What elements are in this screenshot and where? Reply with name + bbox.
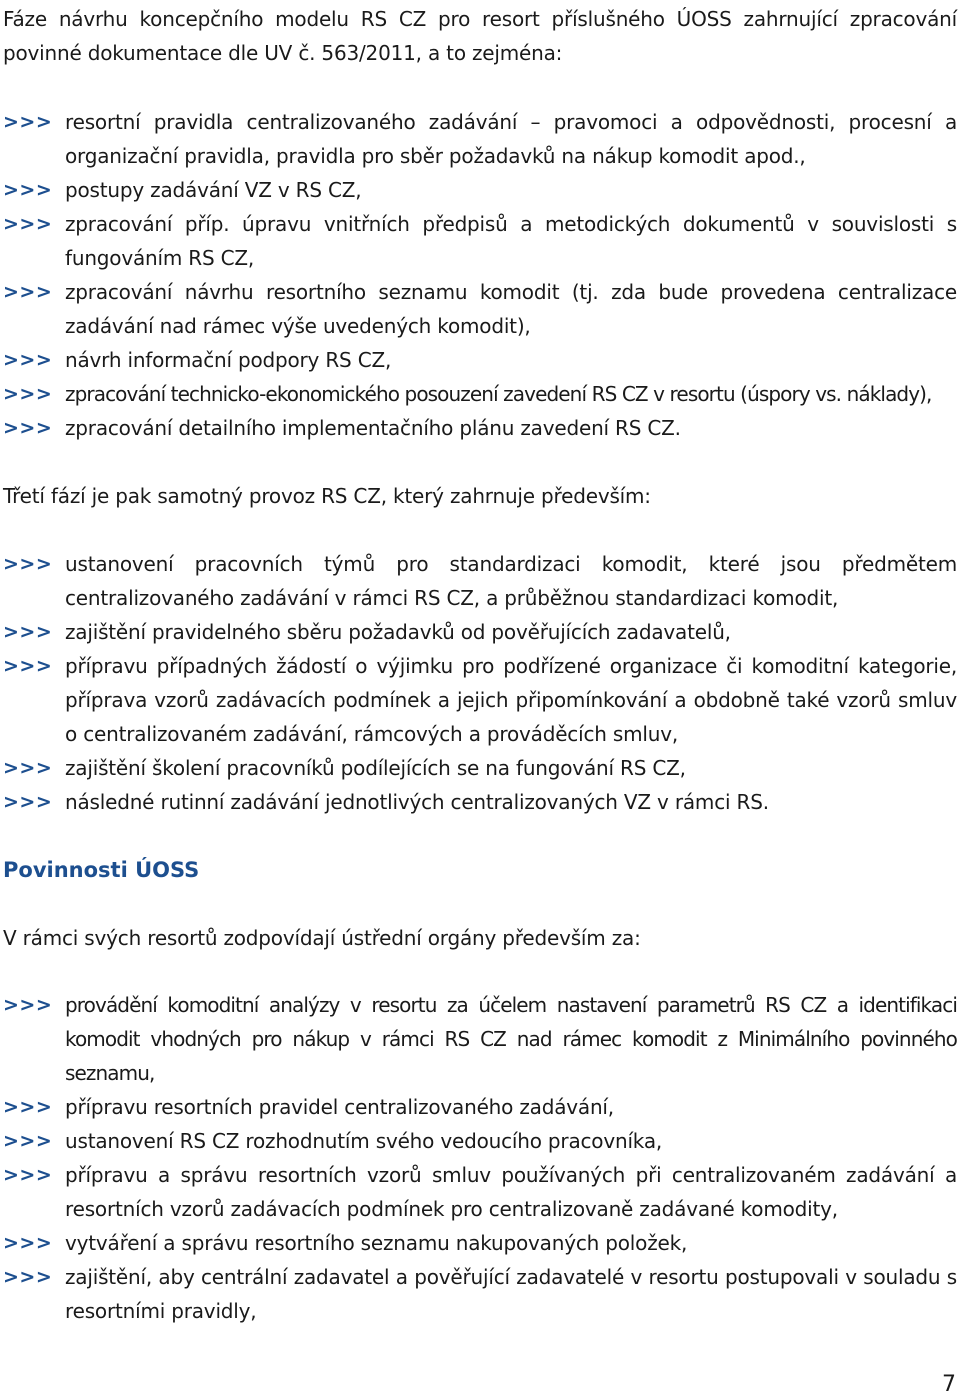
bullet-arrows: >>> — [3, 383, 53, 405]
bullet-arrows: >>> — [3, 417, 53, 439]
list-item-text: následné rutinní zadávání jednotlivých centralizovaných VZ v rámci RS. — [65, 790, 769, 814]
duties-intro-paragraph: V rámci svých resortů zodpovídají ústřední orgány především za: — [3, 926, 641, 950]
bullet-arrows: >>> — [3, 281, 53, 303]
section-heading: Povinnosti ÚOSS — [3, 858, 200, 882]
list-item-text: zpracování příp. úpravu vnitřních předpisů a metodických dokumentů v souvislosti s fungováním RS CZ, — [65, 212, 957, 270]
bullet-arrows: >>> — [3, 179, 53, 201]
list-item — [3, 1260, 957, 1328]
bullet-arrows: >>> — [3, 1232, 53, 1254]
list-item — [3, 547, 957, 615]
bullet-arrows: >>> — [3, 349, 53, 371]
list-item-text: postupy zadávání VZ v RS CZ, — [65, 178, 362, 202]
third-phase-paragraph: Třetí fází je pak samotný provoz RS CZ, který zahrnuje především: — [3, 484, 651, 508]
bullet-arrows: >>> — [3, 1096, 53, 1118]
list-item-text: zpracování technicko-ekonomického posouzení zavedení RS CZ v resortu (úspory vs. náklady), — [65, 382, 932, 406]
bullet-arrows: >>> — [3, 655, 53, 677]
document-page — [3, 0, 957, 1328]
intro-paragraph: Fáze návrhu koncepčního modelu RS CZ pro resort příslušného ÚOSS zahrnující zpracování povinné dokumentace dle UV č. 563/2011, a to zejména: — [3, 7, 957, 65]
list-item-text: zajištění, aby centrální zadavatel a pověřující zadavatelé v resortu postupovali v souladu s resortními pravidly, — [65, 1265, 957, 1323]
phase-two-list — [3, 105, 957, 445]
bullet-arrows: >>> — [3, 553, 53, 575]
list-item — [3, 649, 957, 751]
bullet-arrows: >>> — [3, 621, 53, 643]
list-item-text: zajištění pravidelného sběru požadavků od pověřujících zadavatelů, — [65, 620, 731, 644]
list-item-text: zajištění školení pracovníků podílejících se na fungování RS CZ, — [65, 756, 686, 780]
list-item-text: resortní pravidla centralizovaného zadávání – pravomoci a odpovědnosti, procesní a organizační pravidla, pravidla pro sběr požadavků na nákup komodit apod., — [65, 110, 957, 168]
list-item — [3, 751, 957, 785]
bullet-arrows: >>> — [3, 994, 53, 1016]
bullet-arrows: >>> — [3, 757, 53, 779]
list-item — [3, 377, 957, 411]
list-item-text: zpracování návrhu resortního seznamu komodit (tj. zda bude provedena centralizace zadávání nad rámec výše uvedených komodit), — [65, 280, 957, 338]
list-item-text: provádění komoditní analýzy v resortu za účelem nastavení parametrů RS CZ a identifikaci komodit vhodných pro nákup v rámci RS CZ nad rámec komodit z Minimálního povinného seznamu, — [65, 993, 957, 1085]
list-item — [3, 411, 957, 445]
bullet-arrows: >>> — [3, 213, 53, 235]
list-item — [3, 785, 957, 819]
list-item-text: přípravu resortních pravidel centralizovaného zadávání, — [65, 1095, 614, 1119]
list-item — [3, 1158, 957, 1226]
bullet-arrows: >>> — [3, 791, 53, 813]
list-item-text: ustanovení pracovních týmů pro standardizaci komodit, které jsou předmětem centralizovaného zadávání v rámci RS CZ, a průběžnou standardizaci komodit, — [65, 552, 957, 610]
list-item — [3, 1124, 957, 1158]
bullet-arrows: >>> — [3, 1266, 53, 1288]
list-item — [3, 105, 957, 173]
list-item-text: návrh informační podpory RS CZ, — [65, 348, 392, 372]
list-item-text: vytváření a správu resortního seznamu nakupovaných položek, — [65, 1231, 688, 1255]
list-item — [3, 615, 957, 649]
list-item-text: zpracování detailního implementačního plánu zavedení RS CZ. — [65, 416, 681, 440]
operation-list — [3, 547, 957, 819]
list-item — [3, 173, 957, 207]
list-item-text: ustanovení RS CZ rozhodnutím svého vedoucího pracovníka, — [65, 1129, 663, 1153]
bullet-arrows: >>> — [3, 1130, 53, 1152]
list-item — [3, 275, 957, 343]
bullet-arrows: >>> — [3, 111, 53, 133]
list-item — [3, 207, 957, 275]
bullet-arrows: >>> — [3, 1164, 53, 1186]
list-item — [3, 1226, 957, 1260]
list-item — [3, 1090, 957, 1124]
list-item-text: přípravu a správu resortních vzorů smluv používaných při centralizovaném zadávání a resortních vzorů zadávacích podmínek pro centralizovaně zadávané komodity, — [65, 1163, 957, 1221]
duties-list — [3, 988, 957, 1328]
list-item — [3, 343, 957, 377]
list-item-text: přípravu případných žádostí o výjimku pro podřízené organizace či komoditní kategorie, příprava vzorů zadávacích podmínek a jejich připomínkování a obdobně také vzorů smluv o centralizovaném zadávání, rámcových a prováděcích smluv, — [65, 654, 957, 746]
page-number: 7 — [942, 1372, 956, 1397]
list-item — [3, 988, 957, 1090]
